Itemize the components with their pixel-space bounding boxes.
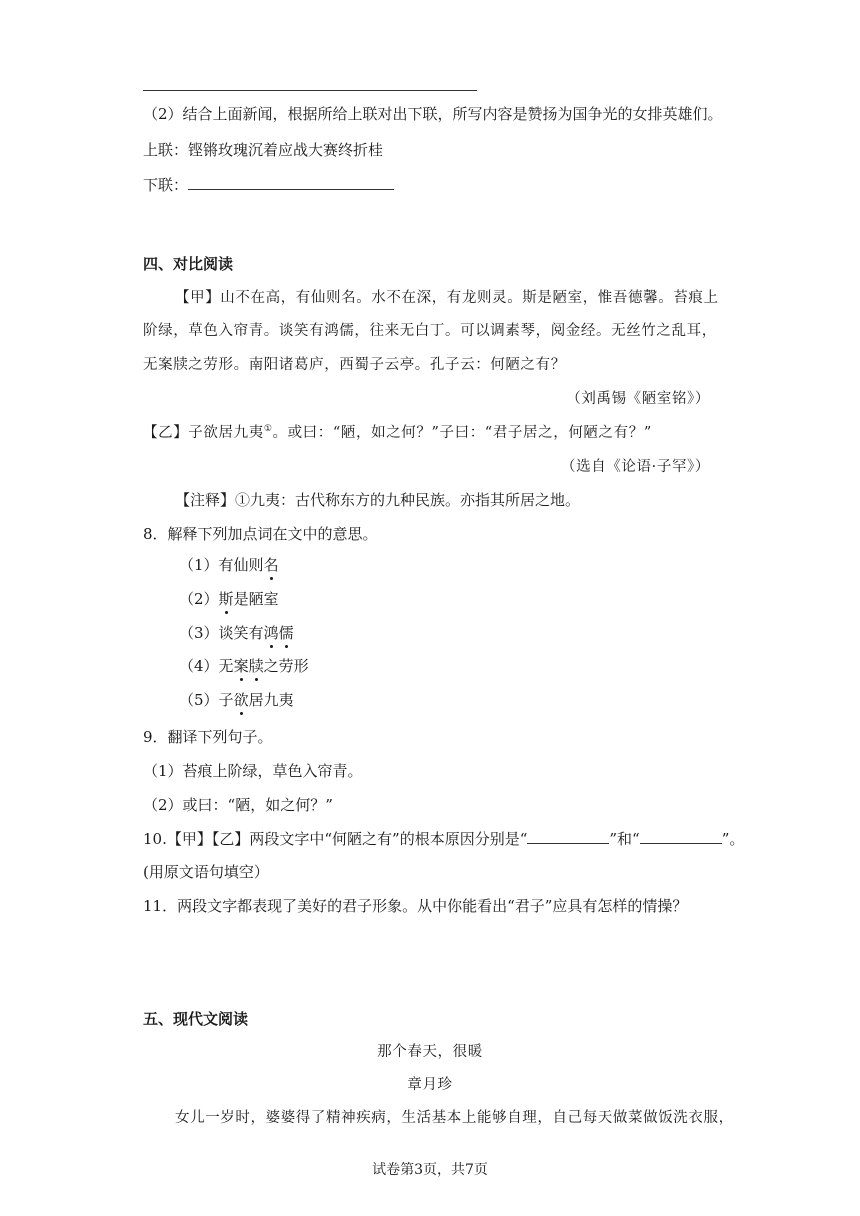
item-number: （1） bbox=[179, 556, 219, 574]
q10-text: 10.【甲】【乙】两段文字中“何陋之有”的根本原因分别是“ bbox=[143, 830, 528, 848]
yi-part2: 。或曰：“陋，如之何？”子曰：“君子居之，何陋之有？” bbox=[272, 425, 652, 441]
item-number: （3） bbox=[179, 624, 219, 642]
jia-line-3: 无案牍之劳形。南阳诸葛庐，西蜀子云亭。孔子云：何陋之有？ bbox=[143, 357, 566, 373]
q8-item-3 bbox=[179, 623, 294, 643]
dotted-char: 儒 bbox=[278, 624, 294, 642]
section4-title: 四、对比阅读 bbox=[143, 255, 234, 273]
item-text: 谈笑有 bbox=[218, 624, 264, 642]
q9-stem: 9．翻译下列句子。 bbox=[143, 728, 273, 746]
q10-text: ”和“ bbox=[609, 830, 640, 848]
q8-item-1 bbox=[179, 555, 279, 575]
q9-sentence-1: （1）苔痕上阶绿，草色入帘青。 bbox=[143, 762, 363, 780]
dotted-char: 案 bbox=[233, 657, 249, 675]
lower-couplet-label: 下联： bbox=[143, 176, 189, 194]
item-number: （5） bbox=[179, 691, 219, 709]
q10-blank-1[interactable] bbox=[527, 829, 609, 844]
jia-line-1: 【甲】山不在高，有仙则名。水不在深，有龙则灵。斯是陋室，惟吾德馨。苔痕上 bbox=[175, 290, 719, 306]
article-paragraph-1: 女儿一岁时，婆婆得了精神疾病，生活基本上能够自理，自己每天做菜做饭洗衣服， bbox=[175, 1110, 734, 1126]
article-author: 章月珍 bbox=[407, 1077, 453, 1093]
yi-text bbox=[143, 423, 652, 443]
dotted-char: 欲 bbox=[233, 691, 249, 709]
q10-blank-2[interactable] bbox=[640, 829, 722, 844]
q8-stem: 8．解释下列加点词在文中的意思。 bbox=[143, 525, 378, 543]
footnote-marker: ① bbox=[263, 424, 273, 435]
annotation-note: 【注释】①九夷：古代称东方的九种民族。亦指其所居之地。 bbox=[175, 491, 581, 509]
q10-stem bbox=[143, 829, 744, 849]
section5-title: 五、现代文阅读 bbox=[143, 1010, 249, 1028]
q8-item-2 bbox=[179, 589, 279, 609]
item-number: （4） bbox=[179, 657, 219, 675]
item-text: 居九夷 bbox=[248, 691, 294, 709]
item-text: 有仙则 bbox=[218, 556, 264, 574]
jia-line-2: 阶绿，草色入帘青。谈笑有鸿儒，往来无白丁。可以调素琴，阅金经。无丝竹之乱耳， bbox=[143, 323, 717, 339]
jia-source: （刘禹锡《陋室铭》） bbox=[566, 391, 710, 407]
dotted-char: 牍 bbox=[248, 657, 264, 675]
item-text: 无 bbox=[218, 657, 234, 675]
q9-sentence-2: （2）或曰：“陋，如之何？” bbox=[143, 796, 333, 814]
item-text: 是陋室 bbox=[233, 590, 279, 608]
item-text: 子 bbox=[218, 691, 234, 709]
lower-couplet-blank[interactable] bbox=[188, 175, 394, 190]
q10-text: ”。 bbox=[721, 830, 745, 848]
lower-couplet bbox=[143, 175, 394, 195]
q10-note: (用原文语句填空） bbox=[143, 863, 269, 881]
item-text: 之劳形 bbox=[263, 657, 309, 675]
dotted-char: 斯 bbox=[218, 590, 234, 608]
item-number: （2） bbox=[179, 590, 219, 608]
q8-item-4 bbox=[179, 656, 309, 676]
dotted-char: 名 bbox=[263, 556, 279, 574]
q11-stem: 11．两段文字都表现了美好的君子形象。从中你能看出“君子”应具有怎样的情操？ bbox=[143, 897, 688, 915]
yi-part1: 【乙】子欲居九夷 bbox=[143, 425, 264, 441]
page-footer: 试卷第3页，共7页 bbox=[372, 1162, 488, 1178]
yi-source: （选自《论语·子罕》） bbox=[561, 459, 710, 475]
dotted-char: 鸿 bbox=[263, 624, 279, 642]
q7-2-prompt: （2）结合上面新闻，根据所给上联对出下联，所写内容是赞扬为国争光的女排英雄们。 bbox=[143, 105, 723, 123]
upper-couplet-text: 铿锵玫瑰沉着应战大赛终折桂 bbox=[188, 141, 384, 159]
q8-item-5 bbox=[179, 690, 294, 710]
article-title: 那个春天，很暖 bbox=[377, 1044, 483, 1060]
answer-line-top bbox=[143, 90, 477, 91]
upper-couplet bbox=[143, 140, 383, 160]
upper-couplet-label: 上联： bbox=[143, 141, 189, 159]
